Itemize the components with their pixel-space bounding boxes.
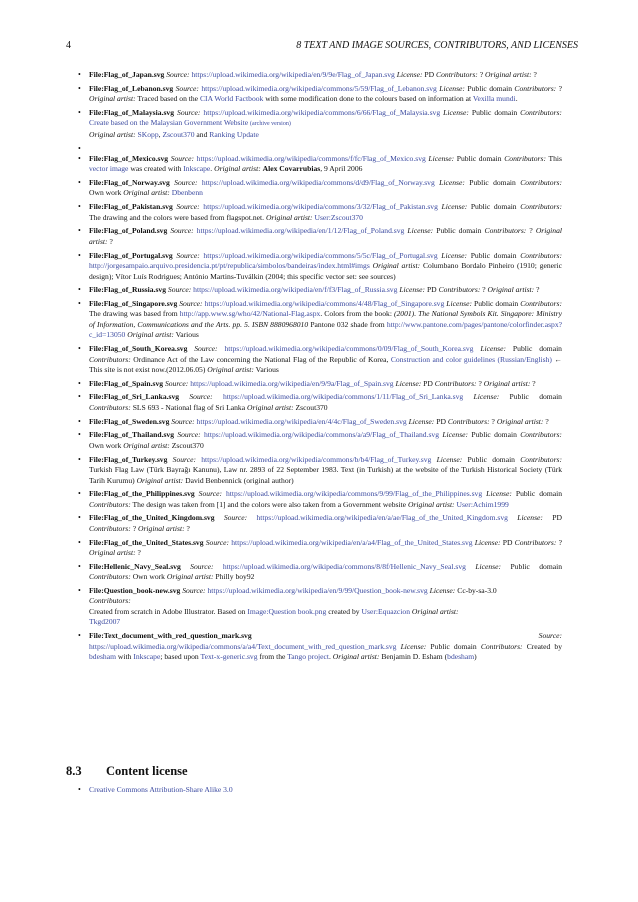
- file-name: File:Flag_of_Singapore.svg: [89, 298, 178, 308]
- artist-link[interactable]: Ranking Update: [209, 129, 259, 139]
- file-name: File:Flag_of_the_United_Kingdom.svg: [89, 513, 215, 523]
- artist-link[interactable]: Vexilla mundi: [472, 94, 516, 104]
- list-item: • File:Flag_of_Sri_Lanka.svg Source: https://upload.wikimedia.org/wikipedia/commons/1/11/Flag_of_Sri_Lanka.svg License: Public domain Contributors: SLS 693 - National flag of Sri Lanka Original artist: Zscout370: [78, 392, 562, 413]
- image-sources-list: [78, 70, 562, 666]
- contributors-link[interactable]: Construction and color guidelines (Russian/English): [390, 354, 552, 364]
- source-link[interactable]: https://upload.wikimedia.org/wikipedia/commons/f/fc/Flag_of_Mexico.svg: [196, 153, 426, 163]
- source-link[interactable]: https://upload.wikimedia.org/wikipedia/commons/d/d9/Flag_of_Norway.svg: [201, 177, 435, 187]
- list-item: • File:Flag_of_the_United_States.svg Source: https://upload.wikimedia.org/wikipedia/en/a/a4/Flag_of_the_United_States.svg License: PD Contributors: ? Original artist: ?: [78, 538, 562, 559]
- file-name: File:Flag_of_Mexico.svg: [89, 153, 169, 163]
- file-name: File:Flag_of_Turkey.svg: [89, 454, 168, 464]
- source-link[interactable]: https://upload.wikimedia.org/wikipedia/commons/a/a9/Flag_of_Thailand.svg: [203, 430, 440, 440]
- artist-link[interactable]: User:Zscout370: [314, 212, 363, 222]
- artist-link[interactable]: User:Achim1999: [456, 499, 509, 509]
- contributors-link[interactable]: Inkscape: [183, 164, 211, 174]
- contributors-link[interactable]: Inkscape: [133, 652, 161, 662]
- source-link[interactable]: https://upload.wikimedia.org/wikipedia/commons/4/48/Flag_of_Singapore.svg: [204, 298, 445, 308]
- list-item: • File:Flag_of_Russia.svg Source: https://upload.wikimedia.org/wikipedia/en/f/f3/Flag_of_Russia.svg License: PD Contributors: ? Original artist: ?: [78, 285, 562, 296]
- spacer: [78, 144, 562, 151]
- source-link[interactable]: https://upload.wikimedia.org/wikipedia/commons/5/5c/Flag_of_Portugal.svg: [203, 250, 438, 260]
- list-item: • File:Flag_of_the_Philippines.svg Source: https://upload.wikimedia.org/wikipedia/commons/9/99/Flag_of_the_Philippines.svg License: Public domain Contributors: The design was taken from [1] and the colors were also taken from a Government website Original artist: User:Achim1999: [78, 489, 562, 510]
- contributors-link[interactable]: Tango project: [287, 652, 329, 662]
- source-link[interactable]: https://upload.wikimedia.org/wikipedia/en/4/4c/Flag_of_Sweden.svg: [196, 416, 407, 426]
- contributors-link[interactable]: Text-x-generic.svg: [200, 652, 258, 662]
- list-item: • File:Flag_of_South_Korea.svg Source: https://upload.wikimedia.org/wikipedia/commons/0/09/Flag_of_South_Korea.svg License: Public domain Contributors: Ordinance Act of the Law concerning the National Flag of the Republic of Korea, Construction and color guidelines (Russian/English) ← This site is not exist now.(2012.06.05) Original artist: Various: [78, 344, 562, 376]
- source-link[interactable]: https://upload.wikimedia.org/wikipedia/commons/a/a4/Text_document_with_red_question_mark.svg: [89, 641, 397, 651]
- source-link[interactable]: https://upload.wikimedia.org/wikipedia/en/f/f3/Flag_of_Russia.svg: [193, 285, 398, 295]
- source-link[interactable]: https://upload.wikimedia.org/wikipedia/commons/6/66/Flag_of_Malaysia.svg: [203, 107, 441, 117]
- file-name: File:Flag_of_Japan.svg: [89, 70, 165, 79]
- list-item: • File:Flag_of_Mexico.svg Source: https://upload.wikimedia.org/wikipedia/commons/f/fc/Flag_of_Mexico.svg License: Public domain Contributors: This vector image was created with Inkscape. Original artist: Alex Covarrubias, 9 April 2006: [78, 154, 562, 175]
- contributors-link[interactable]: vector image: [89, 164, 129, 174]
- page-number: 4: [66, 40, 71, 51]
- list-item: • File:Flag_of_the_United_Kingdom.svg Source: https://upload.wikimedia.org/wikipedia/en/a/ae/Flag_of_the_United_Kingdom.svg License: PD Contributors: ? Original artist: ?: [78, 513, 562, 534]
- source-link[interactable]: https://upload.wikimedia.org/wikipedia/en/1/12/Flag_of_Poland.svg: [196, 226, 405, 236]
- source-link[interactable]: https://upload.wikimedia.org/wikipedia/en/9/9a/Flag_of_Spain.svg: [190, 378, 394, 388]
- file-name: File:Flag_of_Portugal.svg: [89, 250, 173, 260]
- list-item: • File:Hellenic_Navy_Seal.svg Source: https://upload.wikimedia.org/wikipedia/commons/8/8f/Hellenic_Navy_Seal.svg License: Public domain Contributors: Own work Original artist: Philly boy92: [78, 562, 562, 583]
- section-heading: [66, 764, 188, 779]
- file-name: File:Flag_of_Sweden.svg: [89, 416, 170, 426]
- contributors-link[interactable]: http://app.www.sg/who/42/National-Flag.aspx: [179, 309, 321, 319]
- file-name: File:Flag_of_the_Philippines.svg: [89, 489, 195, 499]
- artist-link[interactable]: Zscout370: [162, 129, 195, 139]
- contributors-link[interactable]: bdesham: [89, 652, 116, 662]
- artist-link[interactable]: bdesham: [447, 652, 475, 662]
- artist-link[interactable]: SKopp: [137, 129, 159, 139]
- file-name: File:Flag_of_Russia.svg: [89, 285, 166, 295]
- source-link[interactable]: https://upload.wikimedia.org/wikipedia/en/a/ae/Flag_of_the_United_Kingdom.svg: [256, 513, 508, 523]
- source-link[interactable]: https://upload.wikimedia.org/wikipedia/commons/5/59/Flag_of_Lebanon.svg: [201, 83, 437, 93]
- list-item: • File:Flag_of_Turkey.svg Source: https://upload.wikimedia.org/wikipedia/commons/b/b4/Flag_of_Turkey.svg License: Public domain Contributors: Turkish Flag Law (Türk Bayrağı Kanunu), Law nr. 2893 of 22 September 1983. Text (in Turkish) at the website of the Turkish Historical Society (Türk Tarih Kurumu) Original artist: David Benbennick (original author): [78, 455, 562, 487]
- source-link[interactable]: https://upload.wikimedia.org/wikipedia/commons/1/11/Flag_of_Sri_Lanka.svg: [222, 392, 464, 402]
- file-name: File:Flag_of_Lebanon.svg: [89, 83, 174, 93]
- source-link[interactable]: https://upload.wikimedia.org/wikipedia/commons/8/8f/Hellenic_Navy_Seal.svg: [222, 561, 466, 571]
- artist-link[interactable]: Tkgd2007: [89, 617, 121, 627]
- contributors-link[interactable]: User:Equazcion: [361, 606, 411, 616]
- list-item: • File:Flag_of_Poland.svg Source: https://upload.wikimedia.org/wikipedia/en/1/12/Flag_of_Poland.svg License: Public domain Contributors: ? Original artist: ?: [78, 226, 562, 247]
- source-link[interactable]: https://upload.wikimedia.org/wikipedia/commons/0/09/Flag_of_South_Korea.svg: [224, 344, 474, 354]
- list-item: • File:Flag_of_Japan.svg Source: https://upload.wikimedia.org/wikipedia/en/9/9e/Flag_of_Japan.svg License: PD Contributors: ? Original artist: ?: [78, 70, 562, 81]
- file-name: File:Question_book-new.svg: [89, 585, 181, 595]
- file-name: File:Text_document_with_red_question_mark.svg: [89, 631, 252, 641]
- contributors-link[interactable]: Create based on the Malaysian Government Website: [89, 118, 249, 128]
- file-name: File:Flag_of_Norway.svg: [89, 177, 170, 187]
- list-item: • File:Flag_of_Norway.svg Source: https://upload.wikimedia.org/wikipedia/commons/d/d9/Flag_of_Norway.svg License: Public domain Contributors: Own work Original artist: Dbenbenn: [78, 178, 562, 199]
- file-name: File:Flag_of_Pakistan.svg: [89, 202, 173, 212]
- source-link[interactable]: https://upload.wikimedia.org/wikipedia/commons/3/32/Flag_of_Pakistan.svg: [203, 202, 438, 212]
- file-name: File:Flag_of_Sri_Lanka.svg: [89, 392, 180, 402]
- contributors-link[interactable]: Image:Question book.png: [247, 606, 327, 616]
- list-item: • File:Flag_of_Portugal.svg Source: https://upload.wikimedia.org/wikipedia/commons/5/5c/Flag_of_Portugal.svg License: Public domain Contributors: http://jorgesampaio.arquivo.presidencia.pt/pt/republica/simbolos/bandeiras/index.html#imgs Original artist: Columbano Bordalo Pinheiro (1910; generic design); Vítor Luís Rodrigues; António Martins-Tuválkin (2004; this specific vector set: see sources): [78, 251, 562, 283]
- artist-link[interactable]: Dbenbenn: [171, 188, 203, 198]
- file-name: File:Flag_of_the_United_States.svg: [89, 537, 204, 547]
- contributors-link[interactable]: http://www.pantone.com/pages/pantone/colorfinder.aspx?c_id=13050: [89, 319, 562, 340]
- list-item: • File:Flag_of_Thailand.svg Source: https://upload.wikimedia.org/wikipedia/commons/a/a9/Flag_of_Thailand.svg License: Public domain Contributors: Own work Original artist: Zscout370: [78, 430, 562, 451]
- list-item: • File:Flag_of_Lebanon.svg Source: https://upload.wikimedia.org/wikipedia/commons/5/59/Flag_of_Lebanon.svg License: Public domain Contributors: ? Original artist: Traced based on the CIA World Factbook with some modification done to the colours based on information at Vexilla mundi.: [78, 84, 562, 105]
- source-link[interactable]: https://upload.wikimedia.org/wikipedia/en/a/a4/Flag_of_the_United_States.svg: [231, 537, 473, 547]
- contributors-link[interactable]: http://jorgesampaio.arquivo.presidencia.pt/pt/republica/simbolos/bandeiras/index.html#imgs: [89, 261, 370, 270]
- file-name: File:Flag_of_South_Korea.svg: [89, 344, 188, 354]
- archive-link[interactable]: (archive version): [250, 121, 291, 128]
- list-item: • File:Flag_of_Singapore.svg Source: https://upload.wikimedia.org/wikipedia/commons/4/48/Flag_of_Singapore.svg License: Public domain Contributors: The drawing was based from http://app.www.sg/who/42/National-Flag.aspx. Colors from the book: (2001). The National Symbols Kit. Singapore: Ministry of Information, Communications and the Arts. pp. 5. ISBN 8880968010 Pantone 032 shade from http://www.pantone.com/pages/pantone/colorfinder.aspx?c_id=13050 Original artist: Various: [78, 299, 562, 341]
- content-license-list: [78, 785, 233, 796]
- source-link[interactable]: https://upload.wikimedia.org/wikipedia/commons/9/99/Flag_of_the_Philippines.svg: [226, 489, 483, 499]
- list-item: • File:Flag_of_Pakistan.svg Source: https://upload.wikimedia.org/wikipedia/commons/3/32/Flag_of_Pakistan.svg License: Public domain Contributors: The drawing and the colors were based from flagspot.net. Original artist: User:Zscout370: [78, 202, 562, 223]
- section-number: 8.3: [66, 764, 82, 778]
- list-item: [78, 785, 233, 796]
- list-item: • File:Flag_of_Malaysia.svg Source: https://upload.wikimedia.org/wikipedia/commons/6/66/Flag_of_Malaysia.svg License: Public domain Contributors: Create based on the Malaysian Government Website (archive version) Original artist: SKopp, Zscout370 and Ranking Update: [78, 108, 562, 141]
- artist-link[interactable]: CIA World Factbook: [199, 94, 264, 104]
- list-item: • File:Question_book-new.svg Source: https://upload.wikimedia.org/wikipedia/en/9/99/Question_book-new.svg License: Cc-by-sa-3.0 Contributors: Created from scratch in Adobe Illustrator. Based on Image:Question book.png created by User:Equazcion Original artist: Tkgd2007: [78, 586, 562, 628]
- list-item: • File:Text_document_with_red_question_mark.svg Source: https://upload.wikimedia.org/wikipedia/commons/a/a4/Text_document_with_red_question_mark.svg License: Public domain Contributors: Created by bdesham with Inkscape; based upon Text-x-generic.svg from the Tango project. Original artist: Benjamin D. Esham (bdesham): [78, 631, 562, 663]
- file-name: File:Hellenic_Navy_Seal.svg: [89, 561, 181, 571]
- file-name: File:Flag_of_Poland.svg: [89, 226, 168, 236]
- source-link[interactable]: https://upload.wikimedia.org/wikipedia/commons/b/b4/Flag_of_Turkey.svg: [201, 454, 432, 464]
- list-item: • File:Flag_of_Spain.svg Source: https://upload.wikimedia.org/wikipedia/en/9/9a/Flag_of_Spain.svg License: PD Contributors: ? Original artist: ?: [78, 379, 562, 390]
- source-link[interactable]: https://upload.wikimedia.org/wikipedia/en/9/9e/Flag_of_Japan.svg: [191, 70, 395, 79]
- file-name: File:Flag_of_Thailand.svg: [89, 430, 175, 440]
- list-item: • File:Flag_of_Sweden.svg Source: https://upload.wikimedia.org/wikipedia/en/4/4c/Flag_of_Sweden.svg License: PD Contributors: ? Original artist: ?: [78, 417, 562, 428]
- source-link[interactable]: https://upload.wikimedia.org/wikipedia/en/9/99/Question_book-new.svg: [207, 585, 428, 595]
- license-link[interactable]: Creative Commons Attribution-Share Alike 3.0: [89, 785, 233, 794]
- file-name: File:Flag_of_Spain.svg: [89, 378, 164, 388]
- section-title: Content license: [106, 764, 188, 778]
- file-name: File:Flag_of_Malaysia.svg: [89, 107, 174, 117]
- running-title: 8 TEXT AND IMAGE SOURCES, CONTRIBUTORS, AND LICENSES: [296, 40, 578, 51]
